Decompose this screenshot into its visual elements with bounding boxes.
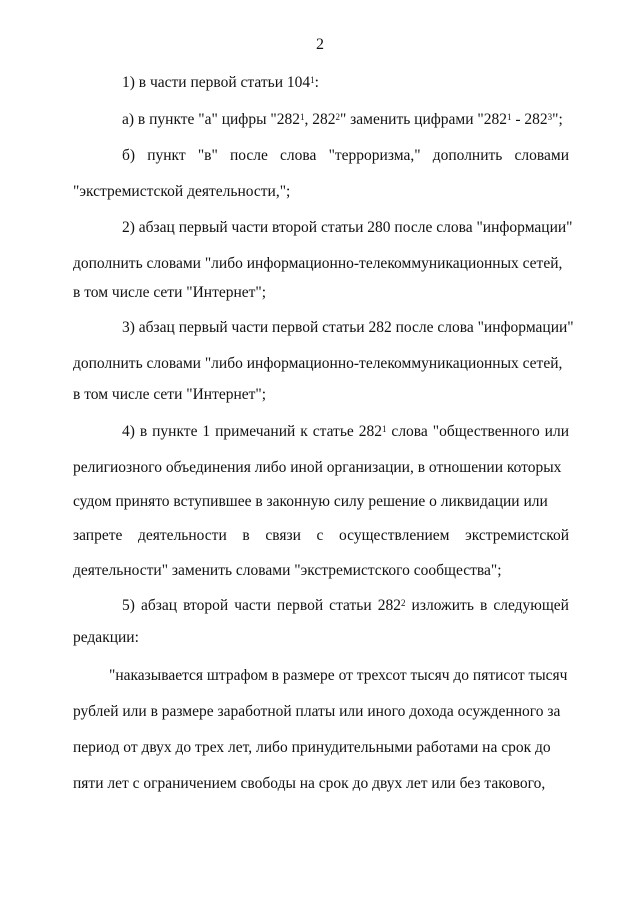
text: 1) в части первой статьи 104 — [122, 74, 311, 91]
quote-line-1: "наказывается штрафом в размере от трехсот тысяч до пятисот тысяч — [109, 667, 568, 684]
item-4-line-3: судом принято вступившее в законную силу решение о ликвидации или — [73, 493, 548, 510]
item-1b-line-1: б) пункт "в" после слова "терроризма," дополнить словами — [122, 147, 569, 164]
superscript: 1 — [299, 112, 305, 122]
superscript: 1 — [381, 424, 387, 434]
item-4-line-5: деятельности" заменить словами "экстремистского сообщества"; — [73, 562, 502, 579]
item-2-line-3: в том числе сети "Интернет"; — [73, 284, 267, 301]
item-2-line-2: дополнить словами "либо информационно-телекоммуникационных сетей, — [73, 255, 563, 272]
superscript: 2 — [400, 598, 406, 608]
item-1b-line-2: "экстремистской деятельности,"; — [73, 183, 291, 200]
item-3-line-2: дополнить словами "либо информационно-телекоммуникационных сетей, — [73, 355, 563, 372]
text: " заменить цифрами "282 — [339, 111, 507, 128]
item-4-line-2: религиозного объединения либо иной организации, в отношении которых — [73, 459, 562, 476]
superscript: 1 — [507, 112, 512, 122]
item-3-line-1: 3) абзац первый части первой статьи 282 после слова "информации" — [122, 319, 574, 336]
text: , 282 — [304, 111, 336, 128]
superscript: 2 — [335, 112, 340, 122]
superscript: 1 — [310, 75, 315, 85]
item-3-line-3: в том числе сети "Интернет"; — [73, 386, 267, 403]
text: а) в пункте "а" цифры "282 — [122, 111, 300, 128]
item-1-line — [122, 73, 569, 93]
text: "; — [552, 111, 563, 128]
quote-line-3: период от двух до трех лет, либо принудительными работами на срок до — [73, 739, 551, 756]
text: : — [314, 74, 319, 91]
page-number: 2 — [316, 36, 324, 53]
item-4-line-1 — [122, 422, 569, 442]
quote-line-4: пяти лет с ограничением свободы на срок до двух лет или без такового, — [73, 775, 546, 792]
text: 4) в пункте 1 примечаний к статье 282 — [122, 423, 382, 440]
item-5-line-1 — [122, 596, 569, 616]
item-2-line-1: 2) абзац первый части второй статьи 280 после слова "информации" — [122, 219, 573, 236]
superscript: 3 — [547, 112, 553, 122]
text: 5) абзац второй части первой статьи 282 — [122, 597, 401, 614]
text: изложить в следующей — [405, 597, 569, 614]
text: слова "общественного или — [386, 423, 570, 440]
quote-line-2: рублей или в размере заработной платы или иного дохода осужденного за — [73, 703, 561, 720]
item-5-line-2: редакции: — [73, 629, 139, 646]
text: - 282 — [511, 111, 548, 128]
item-1a-line — [122, 110, 569, 130]
item-4-line-4: запрете деятельности в связи с осуществлением экстремистской — [73, 527, 569, 544]
